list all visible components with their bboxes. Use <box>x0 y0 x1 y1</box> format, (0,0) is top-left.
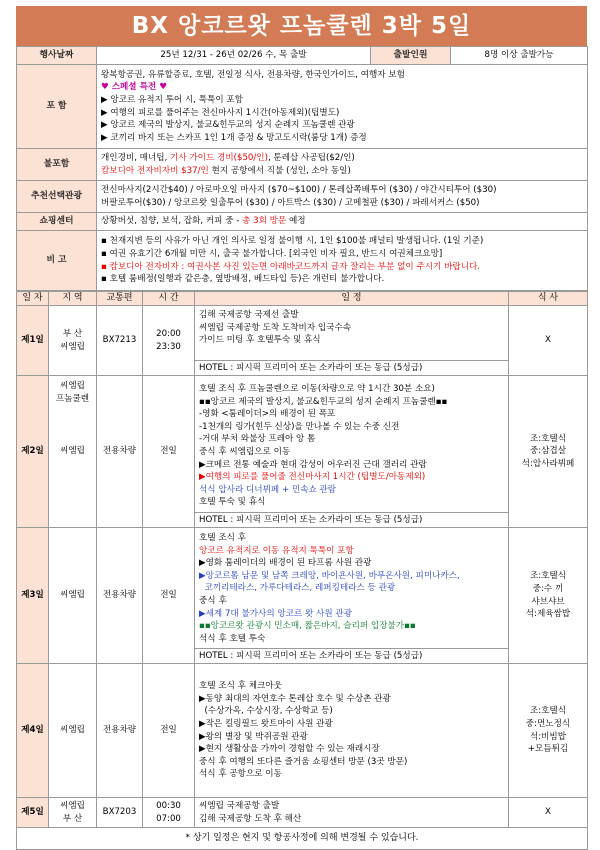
region: 부 산 씨엠립 <box>49 306 97 376</box>
schedule-line: 씨엠립 국제공항 출발 <box>199 800 280 811</box>
info-table <box>16 46 588 291</box>
col-meal: 식 사 <box>509 292 588 306</box>
region: 씨엠립 <box>60 446 85 457</box>
transport: 전용차량 <box>97 376 143 528</box>
region-cell <box>49 376 97 528</box>
day-label: 제3일 <box>17 528 49 664</box>
meal: 조:호텔식 중:먼노정식 석:비빔밥 +모듬튀김 <box>509 664 588 798</box>
footer-note: * 상기 일정은 현지 및 항공사정에 의해 변경될 수 있습니다. <box>17 828 588 850</box>
transport: BX7203 <box>97 798 143 828</box>
day-label: 제1일 <box>17 306 49 376</box>
schedule-line: 호텔 투숙 및 휴식 <box>199 497 266 508</box>
day-label: 제4일 <box>17 664 49 798</box>
hotel-line: HOTEL : 피시픽 프리미어 또는 소카라이 또는 동급 (5성급) <box>195 648 508 663</box>
included-line: ▶ 앙코르 제국의 발상지, 불교&힌두교의 성지 순례지 프놈쿨렌 관광 <box>101 120 355 131</box>
region: 씨엠립 부 산 <box>49 798 97 828</box>
included-line: 왕복항공권, 유류할증료, 호텔, 전일정 식사, 전용차량, 한국인가이드, 여행자 보험 <box>101 69 405 80</box>
schedule-line: 김해 국제공항 국제선 출발 <box>199 310 299 320</box>
shopping-suffix: 예정 <box>286 216 306 227</box>
transport: 전용차량 <box>97 528 143 664</box>
schedule-line: 호텔 조식 후 체크아웃 <box>199 681 282 692</box>
pax-value: 8명 이상 출발가능 <box>451 47 588 65</box>
notes-list <box>97 231 588 291</box>
day-label: 제5일 <box>17 798 49 828</box>
day-row <box>17 528 588 664</box>
included-line: ▶ 여행의 피로를 풀어주는 전신마사지 1시간(아동제외)(팁별도) <box>101 107 340 118</box>
col-time: 시 간 <box>143 292 195 306</box>
hotel-line: HOTEL : 피시픽 프리미어 또는 소카라이 또는 동급 (5성급) <box>195 360 508 375</box>
excluded-text: 개인경비, 매너팁, <box>101 152 171 163</box>
region: 씨엠립 <box>49 528 97 664</box>
pax-label: 출발인원 <box>371 47 451 65</box>
schedule-line: 씨엠립 국제공항 도착 도착비자 입국수속 <box>199 322 352 333</box>
shopping-info <box>97 213 588 231</box>
shopping-items: 상황버섯, 침향, 보석, 잡화, 커피 중 - <box>101 216 243 227</box>
meal: 조:호텔식 중:수 끼 샤브샤브 석:제육쌈밥 <box>509 528 588 664</box>
included-list <box>97 65 588 149</box>
shopping-count: 총 3회 방문 <box>242 216 287 227</box>
time: 20:00 23:30 <box>143 306 195 376</box>
transport: BX7213 <box>97 306 143 376</box>
optional-line: 버팔로투어($30) / 앙코르왓 일출투어 ($30) / 아트박스 ($30) / 고메철판 ($30) / 파레서커스 ($50) <box>101 197 480 208</box>
schedule-line: ▶크메르 전통 예술과 현대 감성이 어우러진 근대 갤러리 관람 <box>199 459 427 470</box>
shopping-label: 쇼핑센터 <box>17 213 97 231</box>
schedule-line: 석식 후 호텔 투숙 <box>199 633 266 644</box>
schedule-line: ▶동양 최대의 자연호수 톤레삽 호수 및 수상촌 관광 <box>199 693 391 704</box>
schedule-line: 중식 후 씨엠립으로 이동 <box>199 446 291 457</box>
hotel-line: HOTEL : 피시픽 프리미어 또는 소카라이 또는 동급 (5성급) <box>195 512 508 527</box>
schedule-line: ▶왕의 별장 및 박쥐공원 관광 <box>199 731 308 742</box>
schedule-cell <box>195 376 509 528</box>
included-line: ▶ 앙코르 유적지 투어 시, 툭툭이 포함 <box>101 94 243 105</box>
excluded-list <box>97 149 588 181</box>
col-schedule: 일 정 <box>195 292 509 306</box>
included-line: ▶ 코끼리 바지 또는 스카프 1인 1개 증정 & 망고도시락(룸당 1개) 증정 <box>101 132 367 143</box>
schedule-line: 김해 국제공항 도착 후 해산 <box>199 813 302 824</box>
note-line-visa: ▪ 캄보디아 전자비자 : 여권사본 사진 있는면 아래바코드까지 글자 잘리는 부분 없이 주시기 바랍니다. <box>101 261 481 272</box>
note-line: ▪ 여권 유효기간 6개월 미만 시, 출국 불가합니다. [외국인 비자 필요, 반드시 여권체크요망] <box>101 248 443 259</box>
time: 전일 <box>143 528 195 664</box>
note-line: ▪ 천재지변 등의 사유가 아닌 개인 의사로 일정 불이행 시, 1인 $100불 패널티 발생됩니다. (1일 기준) <box>101 236 484 247</box>
schedule-line: 코끼리테라스, 가루다테라스, 레퍼킹테라스 등 관광 <box>199 583 396 594</box>
time: 전일 <box>143 376 195 528</box>
meal: 조:호텔식 중:삼겹살 석:압사라뷔페 <box>509 376 588 528</box>
schedule-line: -1천개의 링가(힌두 신상)을 만나볼 수 있는 수중 신전 <box>199 421 400 432</box>
region: 씨엠립 <box>49 664 97 798</box>
schedule-line: 중식 후 <box>199 595 227 606</box>
time: 00:30 07:00 <box>143 798 195 828</box>
col-day: 일 자 <box>17 292 49 306</box>
schedule-cell <box>195 664 509 798</box>
included-label: 포 함 <box>17 65 97 149</box>
transport: 전용차량 <box>97 664 143 798</box>
excluded-text: , 툰레삽 사공팁($2/인) <box>267 152 355 163</box>
schedule-line: ▶영화 툼레이더의 배경이 된 타프롬 사원 관광 <box>199 558 372 569</box>
schedule-line: ▪▪앙코르왓 관광시 민소매, 짧은바지, 슬리퍼 입장불가▪▪ <box>199 621 416 632</box>
schedule-line: -거대 부처 와불상 프레아 앙 톰 <box>199 434 316 445</box>
schedule-line: -영화 <툼레이더>의 배경이 된 폭포 <box>199 409 336 420</box>
special-benefit-heading: ♥ 스페셜 특전 ♥ <box>101 82 167 93</box>
schedule-line: 중식 후 여행의 또다른 즐거움 쇼핑센터 방문 (3곳 방문) <box>199 756 408 767</box>
excluded-label: 불포함 <box>17 149 97 181</box>
time: 전일 <box>143 664 195 798</box>
schedule-line: 가이드 미팅 후 호텔투숙 및 휴식 <box>199 335 321 346</box>
schedule-line: 석식 압사라 디너뷔페 + 민속쇼 관람 <box>199 484 337 495</box>
schedule-line: 석식 후 공항으로 이동 <box>199 769 282 780</box>
schedule-cell <box>195 528 509 664</box>
schedule-cell <box>195 798 509 828</box>
schedule-cell <box>195 306 509 376</box>
day-row <box>17 306 588 376</box>
day-row <box>17 376 588 528</box>
note-line: ▪ 호텔 룸배정(일행과 같은층, 옆방배정, 베드타입 등)은 개런티 불가합니다. <box>101 274 385 285</box>
day-row <box>17 798 588 828</box>
schedule-line: ▶현지 생활상을 가까이 경험할 수 있는 재래시장 <box>199 744 380 755</box>
guide-fee: 기사 가이드 경비($50/인) <box>170 152 268 163</box>
notes-label: 비 고 <box>17 231 97 291</box>
region-top: 씨엠립 프놈쿨렌 <box>55 381 90 404</box>
schedule-line: ▶세계 7대 불가사의 앙코르 왓 사원 관광 <box>199 608 352 619</box>
optional-tours-label: 추천선택관광 <box>17 181 97 213</box>
excluded-text: 현지 공항에서 직불 (성인, 소아 동일) <box>208 165 351 176</box>
date-label: 행사날짜 <box>17 47 97 65</box>
day-label: 제2일 <box>17 376 49 528</box>
visa-fee: 캄보디아 전자비자비 $37/인 <box>101 165 209 176</box>
schedule-line: ▶앙코르톰 남문 및 남쪽 크레앙, 바이욘사원, 바푸온사원, 피미나카스, <box>199 570 460 581</box>
schedule-line: ▶여행의 피로를 풀어줄 전신마사지 1시간 (팁별도/아동제외) <box>199 472 426 483</box>
schedule-line: ▪▪앙코르 제국의 발상지, 불교&힌두교의 성지 순례지 프놈쿨렌▪▪ <box>199 396 448 407</box>
itinerary-document <box>16 6 587 850</box>
schedule-header <box>17 292 588 306</box>
schedule-table <box>16 291 588 850</box>
optional-line: 전신마사지(2시간$40) / 아로마오일 마사지 ($70~$100) / 톤레삽쪽배투어 ($30) / 야간시티투어 ($30) <box>101 184 497 195</box>
meal: X <box>509 798 588 828</box>
optional-tours <box>97 181 588 213</box>
schedule-line: 앙코르 유적지로 이동 유적지 툭툭이 포함 <box>199 545 354 556</box>
document-title: BX 앙코르왓 프놈쿨렌 3박 5일 <box>16 6 587 46</box>
meal: X <box>509 306 588 376</box>
col-region: 지 역 <box>49 292 97 306</box>
schedule-line: (수상가옥, 수상시장, 수상학교 등) <box>199 706 333 717</box>
schedule-line: ▶작은 킬링필드 왓트마이 사원 관광 <box>199 718 333 729</box>
date-value: 25년 12/31 - 26년 02/26 수, 목 출발 <box>97 47 371 65</box>
col-transport: 교통편 <box>97 292 143 306</box>
day-row <box>17 664 588 798</box>
schedule-line: 호텔 조식 후 프놈쿨렌으로 이동(차량으로 약 1시간 30분 소요) <box>199 384 435 394</box>
schedule-line: 호텔 조식 후 <box>199 533 246 543</box>
